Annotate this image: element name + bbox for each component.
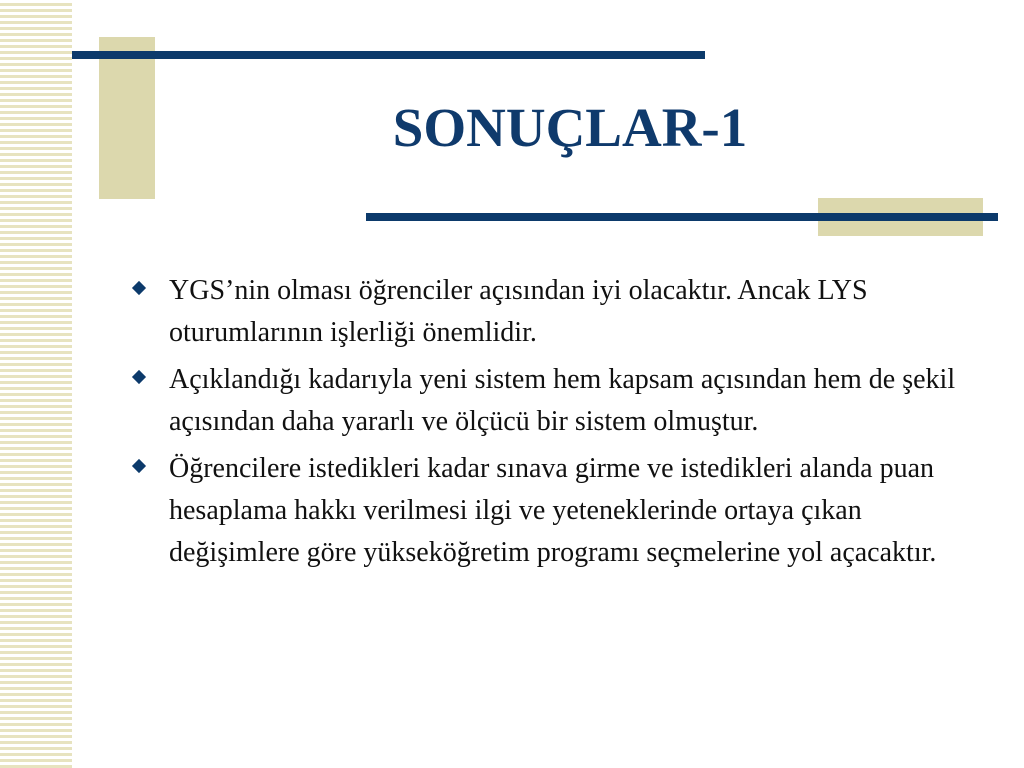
diamond-bullet-icon [132,459,146,473]
bullet-item [131,270,961,354]
decorative-rule-top [72,51,705,59]
decorative-tan-block-top [99,37,155,199]
diamond-bullet-icon [132,281,146,295]
bullet-text: Öğrencilere istedikleri kadar sınava girme ve istedikleri alanda puan hesaplama hakkı verilmesi ilgi ve yeteneklerinde ortaya çıkan değişimlere göre yükseköğretim programı seçmelerine yol açacaktır. [169,453,937,568]
bullet-item [131,448,961,574]
bullet-text: YGS’nin olması öğrenciler açısından iyi olacaktır. Ancak LYS oturumlarının işlerliği önemlidir. [169,275,868,348]
diamond-bullet-icon [132,370,146,384]
decorative-rule-bottom [366,213,998,221]
striped-left-border [0,0,72,768]
bullet-item [131,359,961,443]
slide-title: SONUÇLAR-1 [392,97,748,158]
bullet-list [131,270,961,579]
bullet-text: Açıklandığı kadarıyla yeni sistem hem kapsam açısından hem de şekil açısından daha yararlı ve ölçücü bir sistem olmuştur. [169,364,956,437]
